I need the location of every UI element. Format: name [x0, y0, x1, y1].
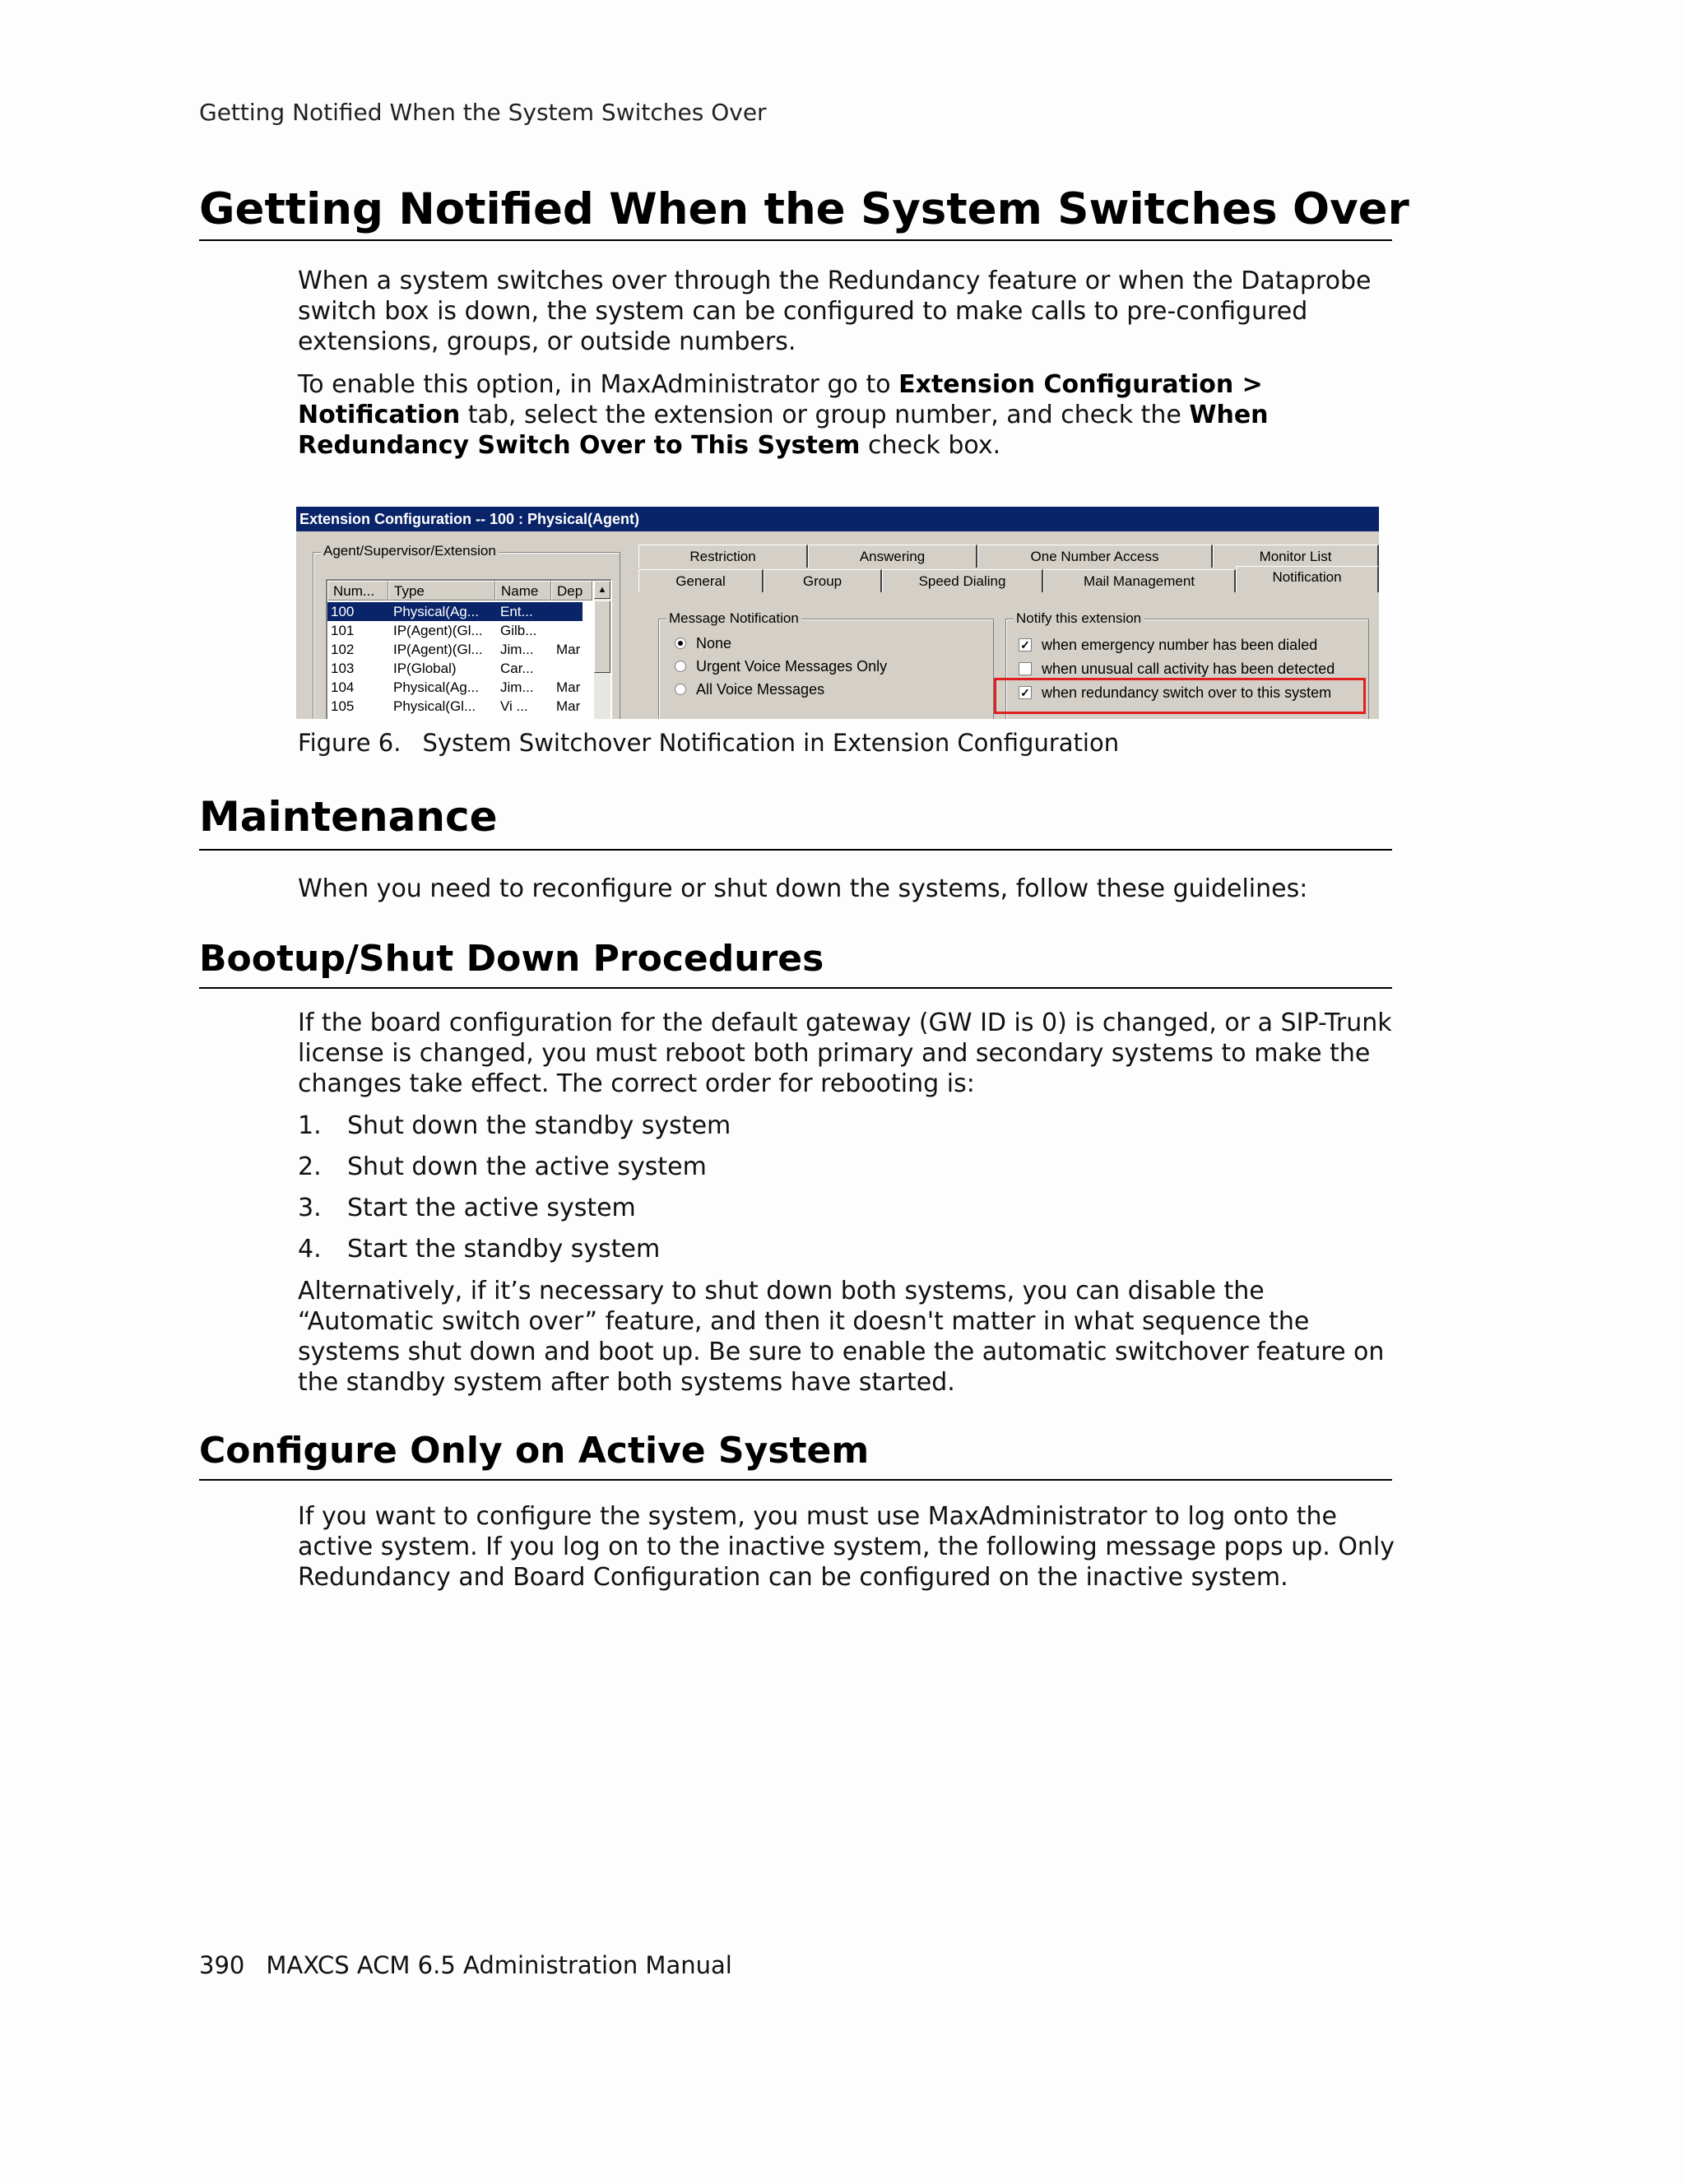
redundancy-checkbox-bold: When Redundancy Switch Over to This System [298, 401, 1269, 460]
row-type: IP(Agent)(Gl... [393, 642, 483, 657]
extension-config-notification-bold: Extension Configuration > Notification [298, 370, 1263, 429]
row-type: Physical(Ag... [393, 679, 479, 695]
page-footer [199, 1951, 732, 1979]
checkbox-redundancy-label: when redundancy switch over to this system [1042, 684, 1332, 701]
radio-none-label: None [696, 635, 732, 651]
table-row[interactable] [327, 602, 583, 621]
list-item-text: Shut down the active system [347, 1152, 707, 1181]
notify-extension-title: Notify this extension [1014, 610, 1144, 627]
row-dep: Mar [556, 698, 581, 714]
list-item-text: Start the standby system [347, 1235, 661, 1264]
row-name: Car... [500, 661, 534, 676]
agent-extension-group-title: Agent/Supervisor/Extension [321, 543, 499, 559]
radio-all-voice[interactable] [675, 684, 686, 695]
scroll-thumb[interactable] [594, 600, 610, 673]
radio-all-voice-label: All Voice Messages [696, 681, 825, 698]
row-type: IP(Agent)(Gl... [393, 623, 483, 638]
tab-mail-management[interactable]: Mail Management [1043, 569, 1236, 592]
row-type: Physical(Ag... [393, 604, 479, 619]
checkbox-emergency-label: when emergency number has been dialed [1042, 637, 1318, 653]
table-row[interactable] [327, 697, 583, 716]
section-title-maintenance: Maintenance [199, 796, 1392, 851]
figure-label: Figure 6. [298, 729, 402, 757]
row-type: IP(Global) [393, 661, 457, 676]
list-item [298, 1152, 707, 1182]
enable-text-1: To enable this option, in MaxAdministrator go to [298, 370, 899, 399]
list-item-number: 3. [298, 1194, 322, 1222]
bootup-paragraph: If the board configuration for the default gateway (GW ID is 0) is changed, or a SIP-Trunk license is changed, you must reboot both primary and secondary systems to make the changes take effect. The correct order for rebooting is: [298, 1009, 1392, 1098]
row-name: Vi ... [500, 698, 528, 714]
enable-text-3: check box. [860, 431, 1001, 460]
tab-speed-dialing[interactable]: Speed Dialing [882, 569, 1043, 592]
row-dep: Mar [556, 679, 581, 695]
radio-urgent-only[interactable] [675, 661, 686, 672]
row-name: Jim... [500, 642, 534, 657]
running-header: Getting Notified When the System Switches Over [199, 99, 767, 126]
tab-group[interactable]: Group [764, 569, 882, 592]
list-item-number: 1. [298, 1111, 322, 1140]
row-num: 100 [331, 604, 355, 619]
intro-paragraph: When a system switches over through the Redundancy feature or when the Dataprobe switch box is down, the system can be configured to make calls to pre-configured extensions, groups, or outside numbers. [298, 267, 1372, 356]
row-name: Jim... [500, 679, 534, 695]
radio-urgent-label: Urgent Voice Messages Only [696, 658, 888, 675]
column-header-type[interactable]: Type [388, 581, 495, 600]
extension-list [326, 579, 612, 719]
row-name: Ent... [500, 604, 533, 619]
red-highlight-box [994, 678, 1366, 714]
manual-title: MAXCS ACM 6.5 Administration Manual [266, 1951, 732, 1979]
tab-monitor-list[interactable]: Monitor List [1213, 545, 1379, 568]
vertical-scrollbar[interactable] [594, 581, 610, 719]
row-num: 105 [331, 698, 355, 714]
extension-configuration-screenshot [296, 507, 1379, 719]
maintenance-paragraph: When you need to reconfigure or shut down the systems, follow these guidelines: [298, 874, 1308, 903]
table-row[interactable] [327, 659, 583, 678]
table-row[interactable] [327, 621, 583, 640]
checkbox-unusual-activity[interactable] [1019, 662, 1032, 675]
radio-none[interactable] [675, 638, 686, 649]
row-num: 102 [331, 642, 355, 657]
checkbox-unusual-label: when unusual call activity has been detected [1042, 661, 1335, 677]
alternative-paragraph: Alternatively, if it’s necessary to shut down both systems, you can disable the “Automatic switch over” feature, and then it doesn't matter in what sequence the systems shut down and boot up. Be sure to enable the automatic switchover feature on the standby system after both systems have started. [298, 1277, 1385, 1397]
window-title-bar: Extension Configuration -- 100 : Physical(Agent) [296, 507, 1379, 531]
enable-text-2: tab, select the extension or group number, and check the [460, 401, 1190, 429]
table-row[interactable] [327, 640, 583, 659]
row-num: 103 [331, 661, 355, 676]
figure-caption-text: System Switchover Notification in Extension Configuration [422, 729, 1120, 757]
scroll-up-arrow-icon[interactable]: ▲ [594, 581, 610, 599]
section-title-configure-active: Configure Only on Active System [199, 1433, 1392, 1481]
tab-restriction[interactable]: Restriction [638, 545, 808, 568]
column-header-dep[interactable]: Dep [551, 581, 592, 600]
page-number: 390 [199, 1951, 245, 1979]
tab-notification[interactable]: Notification [1236, 566, 1379, 592]
list-item [298, 1111, 731, 1141]
table-row[interactable] [327, 678, 583, 697]
row-dep: Mar [556, 642, 581, 657]
list-item-text: Start the active system [347, 1194, 636, 1222]
row-num: 104 [331, 679, 355, 695]
row-name: Gilb... [500, 623, 537, 638]
enable-option-paragraph [298, 369, 1400, 461]
tab-answering[interactable]: Answering [808, 545, 977, 568]
figure-caption [298, 729, 1119, 757]
list-item [298, 1193, 636, 1223]
list-item-number: 2. [298, 1152, 322, 1181]
tab-general[interactable]: General [638, 569, 764, 592]
list-item-text: Shut down the standby system [347, 1111, 731, 1140]
checkbox-emergency-dialed[interactable]: ✓ [1019, 638, 1032, 651]
column-header-name[interactable]: Name [495, 581, 551, 600]
list-item [298, 1234, 660, 1264]
checkbox-redundancy-switch[interactable]: ✓ [1019, 686, 1032, 699]
row-num: 101 [331, 623, 355, 638]
list-item-number: 4. [298, 1235, 322, 1264]
section-title-bootup: Bootup/Shut Down Procedures [199, 941, 1392, 989]
row-type: Physical(Gl... [393, 698, 476, 714]
configure-paragraph: If you want to configure the system, you must use MaxAdministrator to log onto the active system. If you log on to the inactive system, the following message pops up. Only Redundancy and Board Configuration can be configured on the inactive system. [298, 1502, 1395, 1592]
section-title-getting-notified: Getting Notified When the System Switches Over [199, 188, 1392, 241]
column-header-num[interactable]: Num... [327, 581, 388, 600]
tab-one-number-access[interactable]: One Number Access [977, 545, 1213, 568]
message-notification-title: Message Notification [666, 610, 801, 627]
